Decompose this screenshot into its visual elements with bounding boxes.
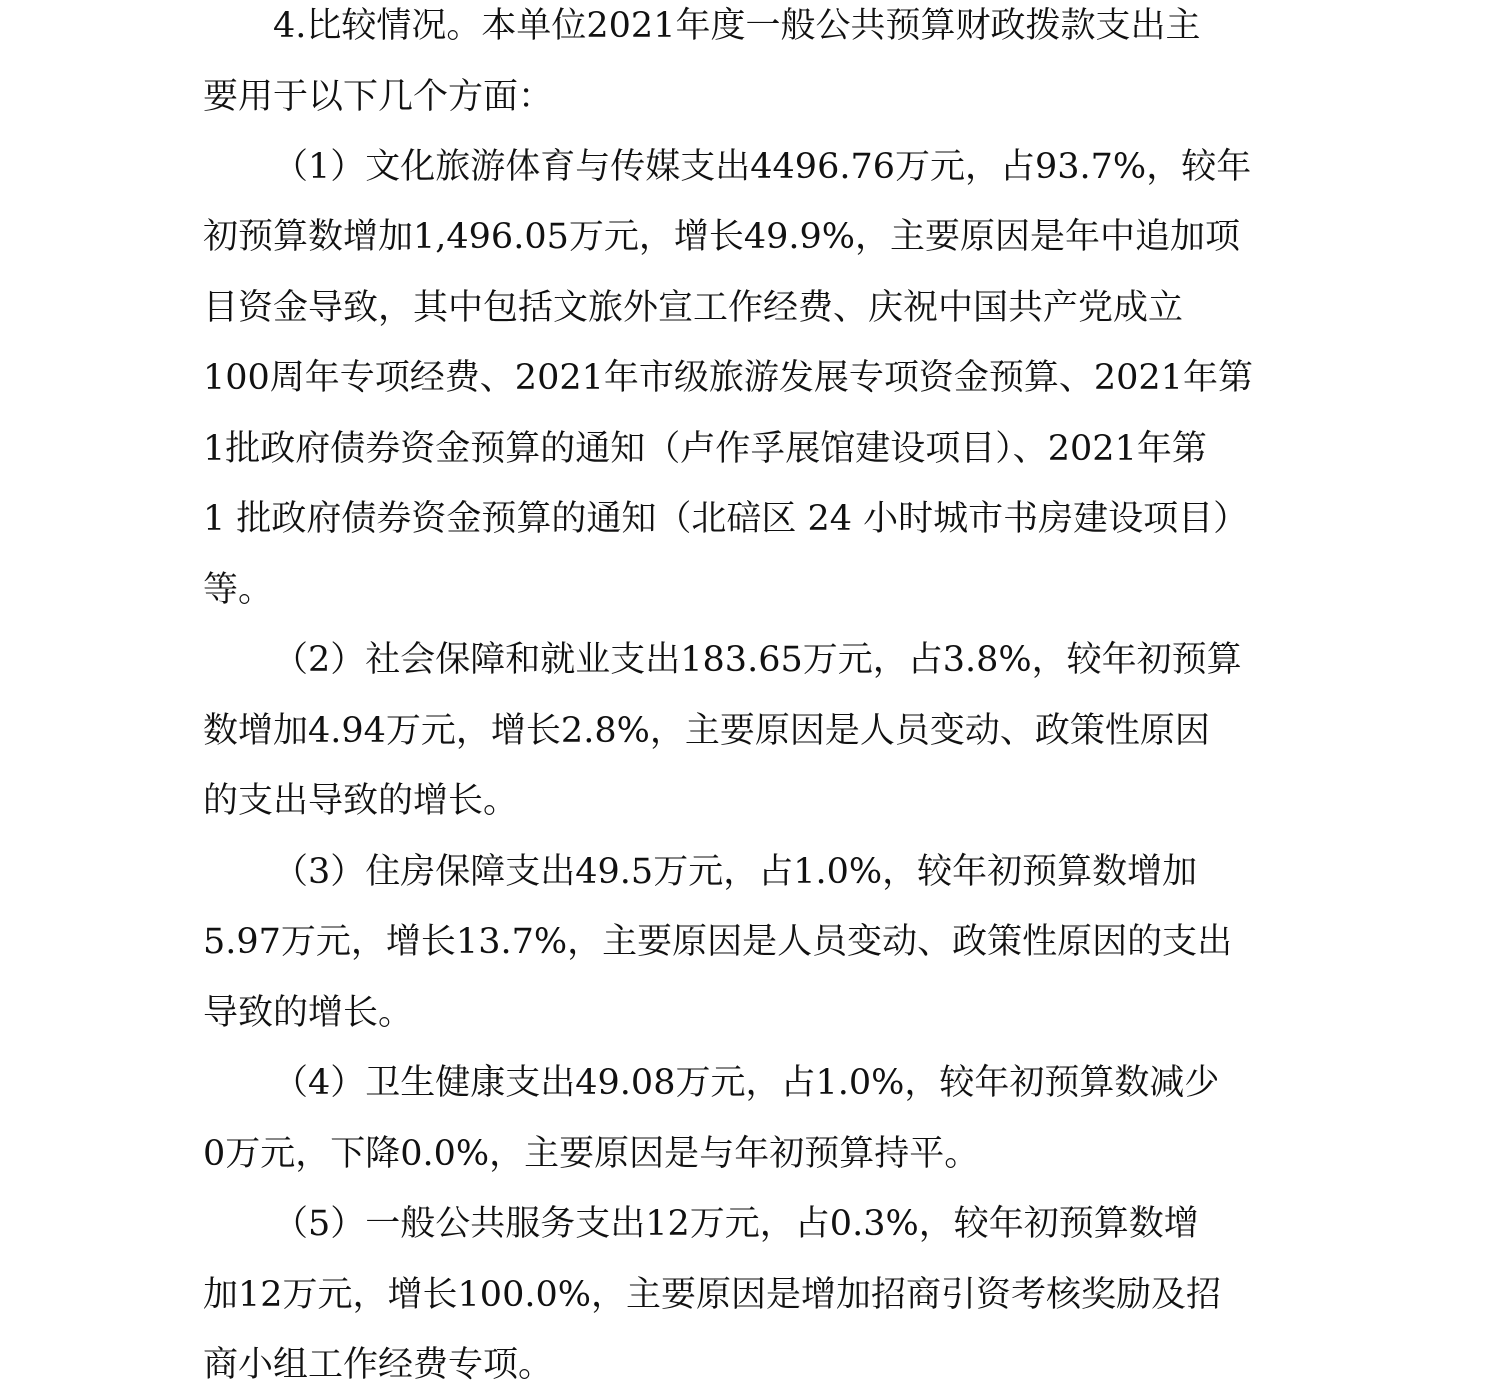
item-1-line-6: 1 批政府债券资金预算的通知（北碚区 24 小时城市书房建设项目） bbox=[203, 499, 1249, 539]
item-2-line-1: （2）社会保障和就业支出183.65万元，占3.8%，较年初预算 bbox=[273, 640, 1242, 680]
item-3-line-1: （3）住房保障支出49.5万元，占1.0%，较年初预算数增加 bbox=[273, 852, 1198, 892]
item-5-line-1: （5）一般公共服务支出12万元，占0.3%，较年初预算数增 bbox=[273, 1204, 1199, 1244]
paragraph-intro-line-1: 4.比较情况。本单位2021年度一般公共预算财政拨款支出主 bbox=[273, 6, 1201, 46]
item-2-line-2: 数增加4.94万元，增长2.8%，主要原因是人员变动、政策性原因 bbox=[203, 711, 1210, 751]
item-1-line-7: 等。 bbox=[203, 570, 274, 610]
item-3-line-2: 5.97万元，增长13.7%，主要原因是人员变动、政策性原因的支出 bbox=[203, 922, 1233, 962]
item-1-line-1: （1）文化旅游体育与传媒支出4496.76万元，占93.7%，较年 bbox=[273, 147, 1252, 187]
paragraph-intro-line-2: 要用于以下几个方面： bbox=[203, 77, 554, 117]
item-1-line-2: 初预算数增加1,496.05万元，增长49.9%，主要原因是年中追加项 bbox=[203, 217, 1241, 257]
item-4-line-2: 0万元，下降0.0%，主要原因是与年初预算持平。 bbox=[203, 1134, 980, 1174]
item-2-line-3: 的支出导致的增长。 bbox=[203, 781, 519, 821]
item-1-line-4: 100周年专项经费、2021年市级旅游发展专项资金预算、2021年第 bbox=[203, 358, 1253, 398]
item-3-line-3: 导致的增长。 bbox=[203, 993, 414, 1033]
item-5-line-2: 加12万元，增长100.0%，主要原因是增加招商引资考核奖励及招 bbox=[203, 1275, 1221, 1315]
item-1-line-5: 1批政府债券资金预算的通知（卢作孚展馆建设项目）、2021年第 bbox=[203, 429, 1207, 469]
item-4-line-1: （4）卫生健康支出49.08万元，占1.0%，较年初预算数减少 bbox=[273, 1063, 1220, 1103]
item-5-line-3: 商小组工作经费专项。 bbox=[203, 1345, 554, 1385]
item-1-line-3: 目资金导致，其中包括文旅外宣工作经费、庆祝中国共产党成立 bbox=[203, 288, 1184, 328]
